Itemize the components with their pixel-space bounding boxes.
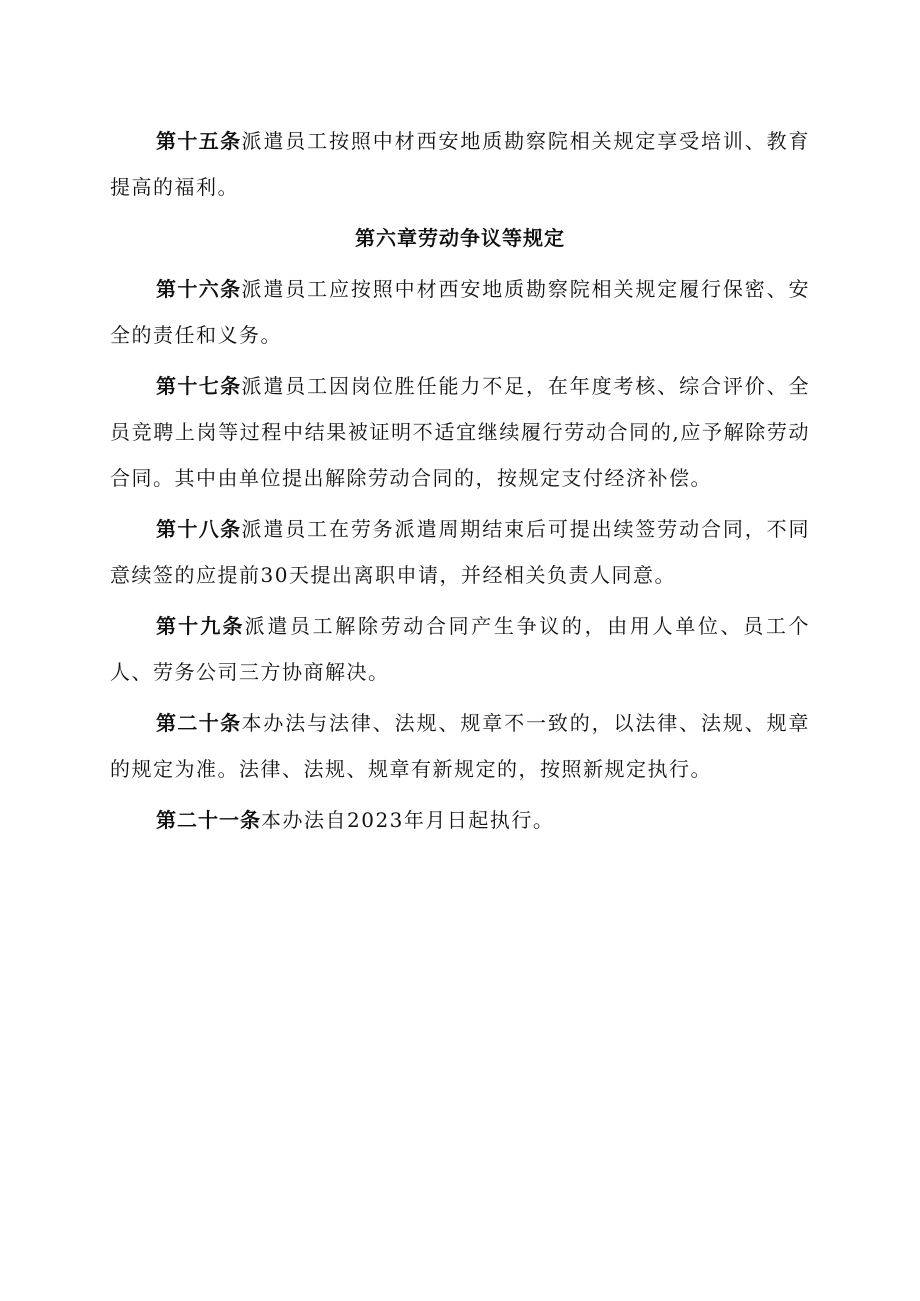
- article-number: 第二十条: [156, 711, 242, 735]
- article-text: 派遣员工因岗位胜任能力不足，在年度考核、综合评价、全员竞聘上岗等过程中结果被证明不适宜继续履行劳动合同的,应予解除劳动合同。其中由单位提出解除劳动合同的，按规定支付经济补偿。: [110, 374, 811, 490]
- article-text: 派遣员工解除劳动合同产生争议的，由用人单位、员工个人、劳务公司三方协商解决。: [110, 614, 811, 684]
- article-19: [110, 603, 810, 695]
- document-page: [110, 118, 810, 848]
- article-18: [110, 506, 810, 598]
- article-text: 派遣员工按照中材西安地质勘察院相关规定享受培训、教育提高的福利。: [110, 129, 811, 199]
- article-text: 本办法与法律、法规、规章不一致的，以法律、法规、规章的规定为准。法律、法规、规章有新规定的，按照新规定执行。: [110, 711, 811, 781]
- article-number: 第二十一条: [156, 808, 261, 832]
- article-number: 第十八条: [156, 517, 242, 541]
- article-number: 第十五条: [156, 129, 242, 153]
- article-20: [110, 700, 810, 792]
- article-15: [110, 118, 810, 210]
- article-21: [110, 797, 810, 843]
- article-16: [110, 266, 810, 358]
- article-17: [110, 363, 810, 501]
- article-text: 派遣员工在劳务派遣周期结束后可提出续签劳动合同，不同意续签的应提前30天提出离职申请，并经相关负责人同意。: [110, 517, 811, 587]
- article-number: 第十九条: [156, 614, 245, 638]
- chapter-title: 第六章劳动争议等规定: [355, 226, 565, 250]
- article-text: 本办法自2023年月日起执行。: [261, 808, 555, 832]
- article-number: 第十六条: [156, 277, 242, 301]
- article-number: 第十七条: [156, 374, 242, 398]
- article-text: 派遣员工应按照中材西安地质勘察院相关规定履行保密、安全的责任和义务。: [110, 277, 811, 347]
